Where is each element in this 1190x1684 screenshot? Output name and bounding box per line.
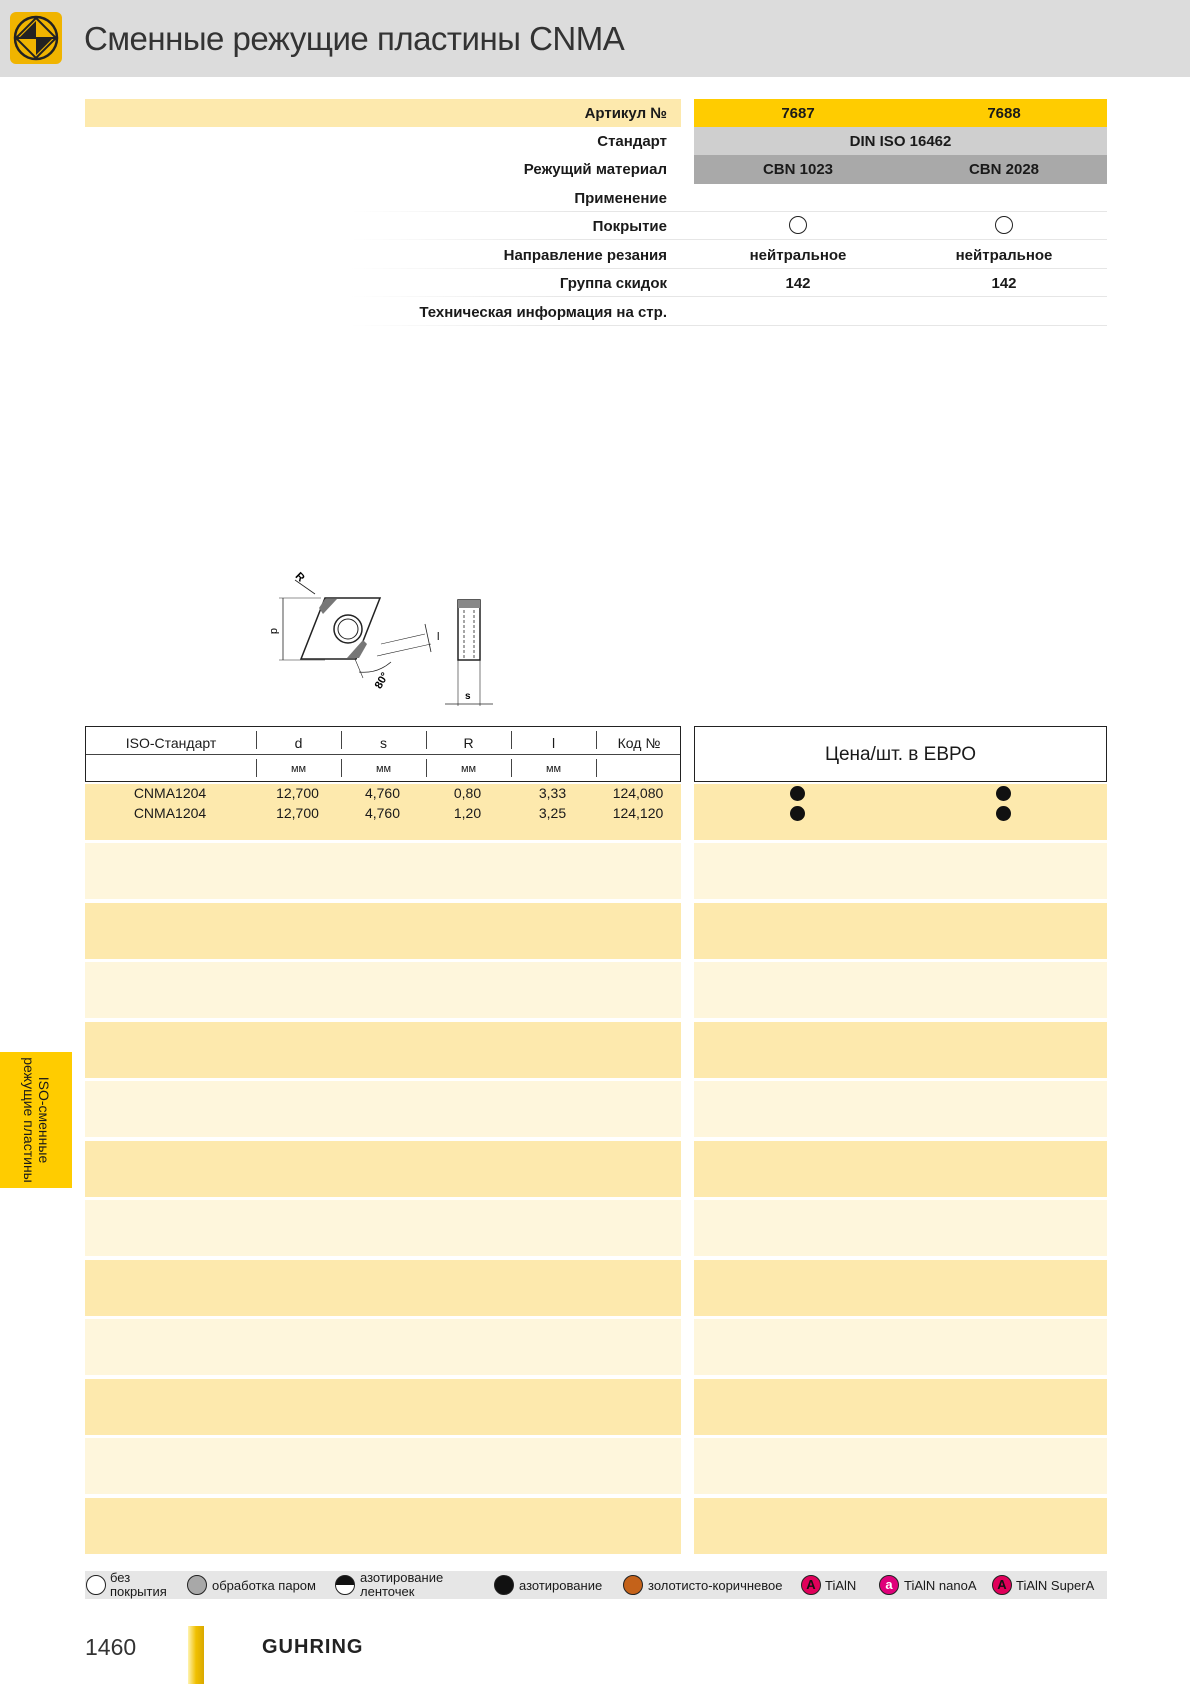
table-band <box>85 1260 681 1316</box>
brand-logo: GUHRING <box>262 1636 364 1658</box>
price-band <box>694 1438 1107 1494</box>
dim-l-label: l <box>437 631 440 643</box>
dim-d-label: d <box>268 628 280 635</box>
col-sep <box>256 759 257 777</box>
insert-diagram <box>265 568 505 718</box>
article-7688: 7688 <box>987 105 1021 122</box>
col-iso: ISO-Стандарт <box>125 735 217 751</box>
divider <box>350 239 1107 240</box>
col-sep <box>511 759 512 777</box>
row-d: 12,700 <box>276 785 319 801</box>
table-band <box>85 1319 681 1375</box>
divider <box>350 325 1107 326</box>
material-cbn1023: CBN 1023 <box>762 161 834 178</box>
gold-brown-icon <box>623 1575 643 1595</box>
table-band <box>85 962 681 1018</box>
table-band <box>85 903 681 959</box>
coating-legend <box>85 1571 1107 1599</box>
price-band <box>694 1200 1107 1256</box>
col-sep <box>256 731 257 749</box>
table-band <box>85 1022 681 1078</box>
row-iso: CNMA1204 <box>133 805 207 821</box>
price-band <box>694 903 1107 959</box>
table-band <box>85 1141 681 1197</box>
uncoated-symbol-icon <box>995 216 1013 234</box>
legend-text: TiAlN nanoA <box>904 1578 977 1593</box>
legend-text: азотирование <box>519 1578 603 1593</box>
col-sep <box>426 759 427 777</box>
standard-value: DIN ISO 16462 <box>849 133 952 150</box>
dim-s-label: s <box>465 691 471 702</box>
row-l: 3,25 <box>538 805 567 821</box>
row-d: 12,700 <box>276 805 319 821</box>
row-l: 3,33 <box>538 785 567 801</box>
price-header: Цена/шт. в ЕВРО <box>694 726 1107 782</box>
available-dot-icon <box>790 786 805 801</box>
legend-text: золотисто-коричневое <box>648 1578 783 1593</box>
table-band <box>85 1200 681 1256</box>
legend-text: без покрытия <box>110 1570 167 1599</box>
price-band <box>694 1498 1107 1554</box>
col-s: s <box>380 735 387 751</box>
available-dot-icon <box>996 786 1011 801</box>
spec-row-article: Артикул № 7687 7688 <box>0 99 1190 127</box>
spec-row-coating: Покрытие <box>0 212 1190 240</box>
row-r: 1,20 <box>453 805 482 821</box>
direction-7687: нейтральное <box>749 247 847 264</box>
col-r: R <box>463 735 474 751</box>
col-sep <box>341 759 342 777</box>
col-l: l <box>551 735 556 751</box>
spec-row-discount: Группа скидок 142 142 <box>0 269 1190 297</box>
legend-text: TiAlN SuperA <box>1016 1578 1095 1593</box>
col-sep <box>596 731 597 749</box>
price-band <box>694 962 1107 1018</box>
direction-7688: нейтральное <box>955 247 1053 264</box>
available-dot-icon <box>996 806 1011 821</box>
dimensions-table-header <box>85 726 681 782</box>
uncoated-symbol-icon <box>789 216 807 234</box>
discount-7688: 142 <box>991 275 1017 292</box>
spec-row-direction: Направление резания нейтральное нейтральное <box>0 241 1190 269</box>
spec-row-material: Режущий материал CBN 1023 CBN 2028 <box>0 155 1190 183</box>
price-band <box>694 1141 1107 1197</box>
row-code: 124,080 <box>612 785 664 801</box>
table-band <box>85 1498 681 1554</box>
page-header <box>0 0 1190 77</box>
row-s: 4,760 <box>364 785 401 801</box>
section-side-tab[interactable] <box>0 1052 72 1188</box>
col-d: d <box>294 735 303 751</box>
tialn-super-icon: A <box>992 1575 1012 1595</box>
page-number: 1460 <box>85 1634 137 1660</box>
tialn-icon: A <box>801 1575 821 1595</box>
price-band <box>694 1260 1107 1316</box>
material-cbn2028: CBN 2028 <box>968 161 1040 178</box>
table-band <box>85 843 681 899</box>
page-title: Сменные режущие пластины CNMA <box>84 20 625 57</box>
price-band <box>694 1081 1107 1137</box>
col-code: Код № <box>617 735 661 751</box>
unit-r: мм <box>460 763 477 775</box>
side-tab-label: ISO-сменные режущие пластины <box>21 1057 52 1183</box>
discount-7687: 142 <box>785 275 811 292</box>
spec-row-techinfo: Техническая информация на стр. <box>0 298 1190 326</box>
unit-d: мм <box>290 763 307 775</box>
divider <box>350 296 1107 297</box>
insert-side-view <box>458 600 480 660</box>
spec-row-standard: Стандарт DIN ISO 16462 <box>0 127 1190 155</box>
insert-top-view <box>289 598 381 660</box>
unit-l: мм <box>545 763 562 775</box>
row-r: 0,80 <box>453 785 482 801</box>
legend-text: обработка паром <box>212 1578 316 1593</box>
price-band <box>694 1022 1107 1078</box>
col-sep <box>596 759 597 777</box>
price-band <box>694 1319 1107 1375</box>
available-dot-icon <box>790 806 805 821</box>
spec-row-application: Применение <box>0 184 1190 212</box>
row-s: 4,760 <box>364 805 401 821</box>
row-code: 124,120 <box>612 805 664 821</box>
table-band <box>85 1379 681 1435</box>
legend-text: азотирование ленточек <box>360 1570 444 1599</box>
steam-treated-icon <box>187 1575 207 1595</box>
price-band <box>694 784 1107 840</box>
header-divider <box>86 754 680 755</box>
article-7687: 7687 <box>781 105 815 122</box>
table-band <box>85 1081 681 1137</box>
footer-accent-bar <box>188 1626 204 1684</box>
table-band <box>85 1438 681 1494</box>
price-band <box>694 843 1107 899</box>
col-sep <box>426 731 427 749</box>
price-band <box>694 1379 1107 1435</box>
guhring-logo-icon <box>10 12 62 64</box>
tialn-nano-icon: a <box>879 1575 899 1595</box>
nitrided-icon <box>494 1575 514 1595</box>
dim-angle-label: 80° <box>372 670 392 691</box>
unit-s: мм <box>375 763 392 775</box>
legend-text: TiAlN <box>825 1578 857 1593</box>
col-sep <box>341 731 342 749</box>
col-sep <box>511 731 512 749</box>
uncoated-icon <box>86 1575 106 1595</box>
land-nitrided-icon <box>335 1575 355 1595</box>
dim-r-label: R <box>292 570 307 585</box>
row-iso: CNMA1204 <box>133 785 207 801</box>
